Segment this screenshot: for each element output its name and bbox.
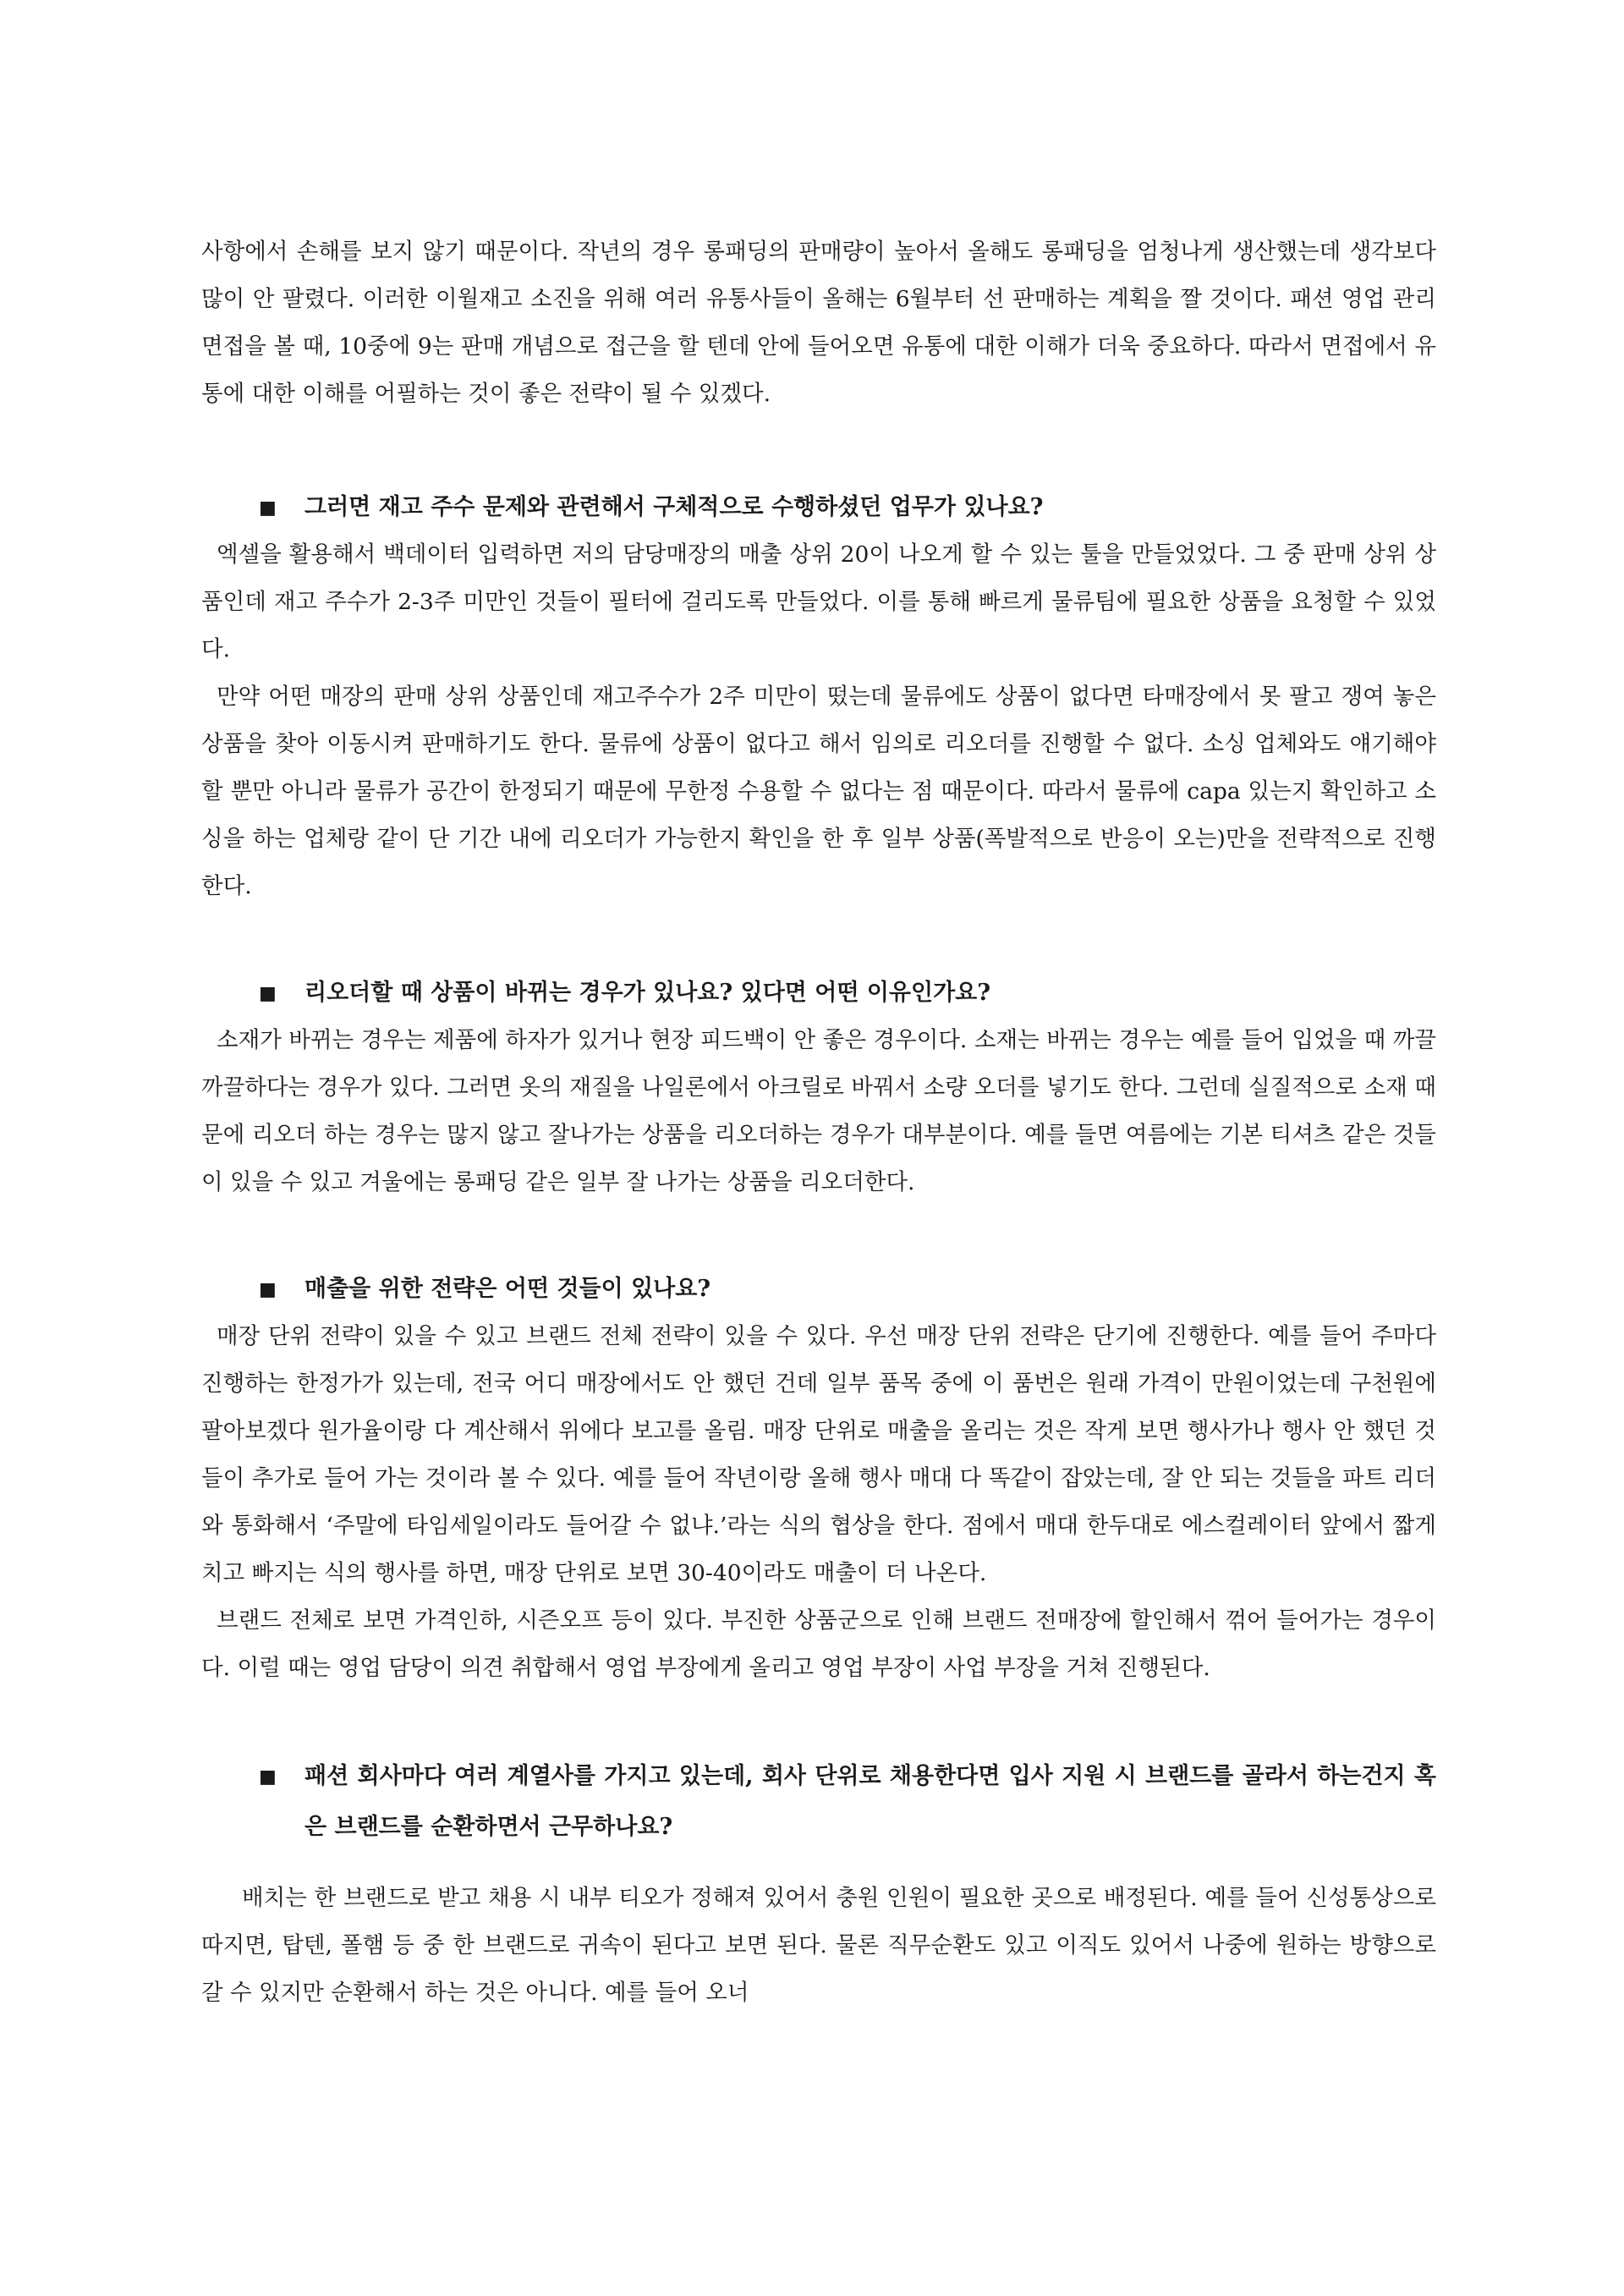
square-bullet-icon: ■ (259, 497, 277, 519)
question-heading-1 (201, 484, 1436, 531)
answer-3-paragraph-1: 매장 단위 전략이 있을 수 있고 브랜드 전체 전략이 있을 수 있다. 우선 매장 단위 전략은 단기에 진행한다. 예를 들어 주마다 진행하는 한정가가 있는데, 전국 어디 매장에서도 안 했던 건데 일부 품목 중에 이 품번은 원래 가격이 만원이었는데 구천원에 팔아보겠다 원가율이랑 다 계산해서 위에다 보고를 올림. 매장 단위로 매출을 올리는 것은 작게 보면 행사가나 행사 안 했던 것들이 추가로 들어 가는 것이라 볼 수 있다. 예를 들어 작년이랑 올해 행사 매대 다 똑같이 잡았는데, 잘 안 되는 것들을 파트 리더와 통화해서 ‘주말에 타임세일이라도 들어갈 수 없냐.’라는 식의 협상을 한다. 점에서 매대 한두대로 에스컬레이터 앞에서 짧게 치고 빠지는 식의 행사를 하면, 매장 단위로 보면 30-40이라도 매출이 더 나온다. (201, 1323, 1436, 1586)
answer-1-paragraph-2: 만약 어떤 매장의 판매 상위 상품인데 재고주수가 2주 미만이 떴는데 물류에도 상품이 없다면 타매장에서 못 팔고 쟁여 놓은 상품을 찾아 이동시켜 판매하기도 한다. 물류에 상품이 없다고 해서 임의로 리오더를 진행할 수 없다. 소싱 업체와도 얘기해야 할 뿐만 아니라 물류가 공간이 한정되기 때문에 무한정 수용할 수 없다는 점 때문이다. 따라서 물류에 capa 있는지 확인하고 소싱을 하는 업체랑 같이 단 기간 내에 리오더가 가능한지 확인을 한 후 일부 상품(폭발적으로 반응이 오는)만을 전략적으로 진행한다. (201, 684, 1436, 899)
answer-2-paragraph-1: 소재가 바뀌는 경우는 제품에 하자가 있거나 현장 피드백이 안 좋은 경우이다. 소재는 바뀌는 경우는 예를 들어 입었을 때 까끌까끌하다는 경우가 있다. 그러면 옷의 재질을 나일론에서 아크릴로 바꿔서 소량 오더를 넣기도 한다. 그런데 실질적으로 소재 때문에 리오더 하는 경우는 많지 않고 잘나가는 상품을 리오더하는 경우가 대부분이다. 예를 들면 여름에는 기본 티셔츠 같은 것들이 있을 수 있고 겨울에는 롱패딩 같은 일부 잘 나가는 상품을 리오더한다. (201, 1027, 1436, 1195)
question-text-2: 리오더할 때 상품이 바뀌는 경우가 있나요? 있다면 어떤 이유인가요? (304, 980, 991, 1006)
intro-paragraph: 사항에서 손해를 보지 않기 때문이다. 작년의 경우 롱패딩의 판매량이 높아서 올해도 롱패딩을 엄청나게 생산했는데 생각보다 많이 안 팔렸다. 이러한 이월재고 소진을 위해 여러 유통사들이 올해는 6월부터 선 판매하는 계획을 짤 것이다. 패션 영업 관리 면접을 볼 때, 10중에 9는 판매 개념으로 접근을 할 텐데 안에 들어오면 유통에 대한 이해가 더욱 중요하다. 따라서 면접에서 유통에 대한 이해를 어필하는 것이 좋은 전략이 될 수 있겠다. (201, 239, 1436, 407)
answer-4-paragraph-1: 배치는 한 브랜드로 받고 채용 시 내부 티오가 정해져 있어서 충원 인원이 필요한 곳으로 배정된다. 예를 들어 신성통상으로 따지면, 탑텐, 폴햄 등 중 한 브랜드로 귀속이 된다고 보면 된다. 물론 직무순환도 있고 이직도 있어서 나중에 원하는 방향으로 갈 수 있지만 순환해서 하는 것은 아니다. 예를 들어 오너 (201, 1885, 1436, 2006)
document-page (201, 228, 1436, 2017)
question-heading-3 (201, 1266, 1436, 1313)
question-text-4: 패션 회사마다 여러 계열사를 가지고 있는데, 회사 단위로 채용한다면 입사 지원 시 브랜드를 골라서 하는건지 혹은 브랜드를 순환하면서 근무하나요? (304, 1763, 1436, 1840)
square-bullet-icon: ■ (259, 1278, 277, 1300)
square-bullet-icon: ■ (259, 1766, 277, 1788)
question-text-3: 매출을 위한 전략은 어떤 것들이 있나요? (304, 1276, 711, 1302)
answer-3-paragraph-2: 브랜드 전체로 보면 가격인하, 시즌오프 등이 있다. 부진한 상품군으로 인해 브랜드 전매장에 할인해서 꺾어 들어가는 경우이다. 이럴 때는 영업 담당이 의견 취합해서 영업 부장에게 올리고 영업 부장이 사업 부장을 거쳐 진행된다. (201, 1607, 1436, 1681)
square-bullet-icon: ■ (259, 982, 277, 1004)
question-text-1: 그러면 재고 주수 문제와 관련해서 구체적으로 수행하셨던 업무가 있나요? (304, 494, 1044, 520)
question-heading-2 (201, 969, 1436, 1017)
question-heading-4 (201, 1751, 1436, 1853)
answer-1-paragraph-1: 엑셀을 활용해서 백데이터 입력하면 저의 담당매장의 매출 상위 20이 나오게 할 수 있는 툴을 만들었었다. 그 중 판매 상위 상품인데 재고 주수가 2-3주 미만인 것들이 필터에 걸리도록 만들었다. 이를 통해 빠르게 물류팀에 필요한 상품을 요청할 수 있었다. (201, 541, 1436, 662)
